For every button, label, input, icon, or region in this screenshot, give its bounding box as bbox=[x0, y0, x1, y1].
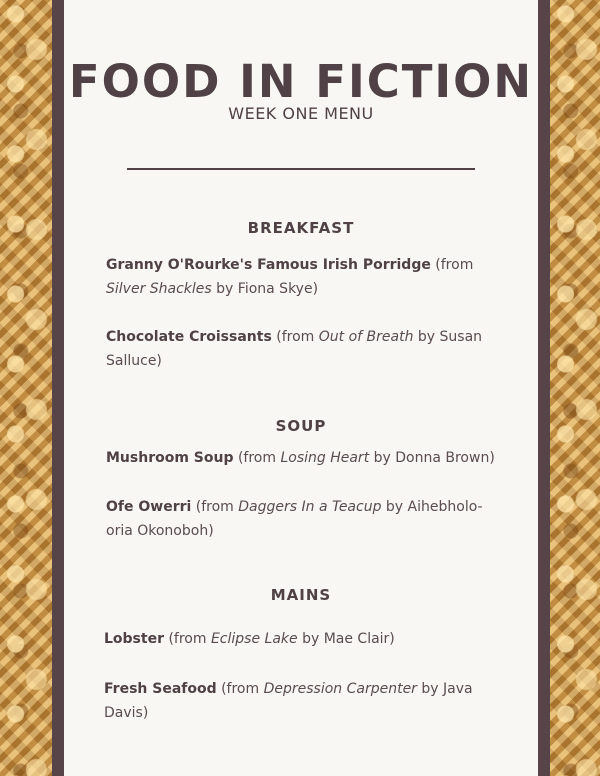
book-title: Depression Carpenter bbox=[263, 681, 417, 697]
book-title: Daggers In a Teacup bbox=[238, 499, 382, 515]
source-prefix: (from bbox=[430, 257, 474, 273]
author: by Mae Clair) bbox=[297, 631, 395, 647]
menu-item bbox=[106, 325, 498, 373]
source-prefix: (from bbox=[216, 681, 264, 697]
author: by Susan Salluce) bbox=[106, 329, 483, 369]
menu-subtitle: WEEK ONE MENU bbox=[228, 104, 374, 123]
dish-name: Chocolate Croissants bbox=[106, 329, 272, 345]
menu-item bbox=[106, 446, 498, 470]
border-strip-right bbox=[538, 0, 550, 776]
author: by Java Davis) bbox=[104, 681, 473, 721]
source-prefix: (from bbox=[233, 450, 281, 466]
menu-title: FOOD IN FICTION bbox=[68, 55, 534, 108]
book-title: Losing Heart bbox=[280, 450, 370, 466]
book-title: Eclipse Lake bbox=[210, 631, 298, 647]
dish-name: Ofe Owerri bbox=[106, 499, 192, 515]
dish-name: Mushroom Soup bbox=[106, 450, 234, 466]
section-heading-soup: SOUP bbox=[275, 417, 327, 435]
source-prefix: (from bbox=[164, 631, 211, 647]
ornamental-border-left bbox=[0, 0, 52, 776]
source-prefix: (from bbox=[271, 329, 319, 345]
menu-page bbox=[64, 0, 538, 776]
source-prefix: (from bbox=[191, 499, 239, 515]
author: by Fiona Skye) bbox=[211, 281, 319, 297]
book-title: Silver Shackles bbox=[106, 281, 212, 297]
title-divider bbox=[127, 168, 475, 170]
ornamental-border-right bbox=[550, 0, 600, 776]
border-strip-left bbox=[52, 0, 64, 776]
dish-name: Lobster bbox=[104, 631, 164, 647]
dish-name: Fresh Seafood bbox=[104, 681, 217, 697]
dish-name: Granny O'Rourke's Famous Irish Porridge bbox=[106, 257, 431, 273]
author: by Donna Brown) bbox=[369, 450, 495, 466]
menu-item bbox=[104, 677, 496, 725]
menu-item bbox=[106, 495, 498, 543]
section-heading-mains: MAINS bbox=[270, 586, 332, 604]
menu-item bbox=[104, 627, 496, 651]
menu-item bbox=[106, 253, 498, 301]
author: by Aihebholo-oria Okonoboh) bbox=[106, 499, 483, 539]
section-heading-breakfast: BREAKFAST bbox=[247, 219, 355, 237]
book-title: Out of Breath bbox=[318, 329, 414, 345]
